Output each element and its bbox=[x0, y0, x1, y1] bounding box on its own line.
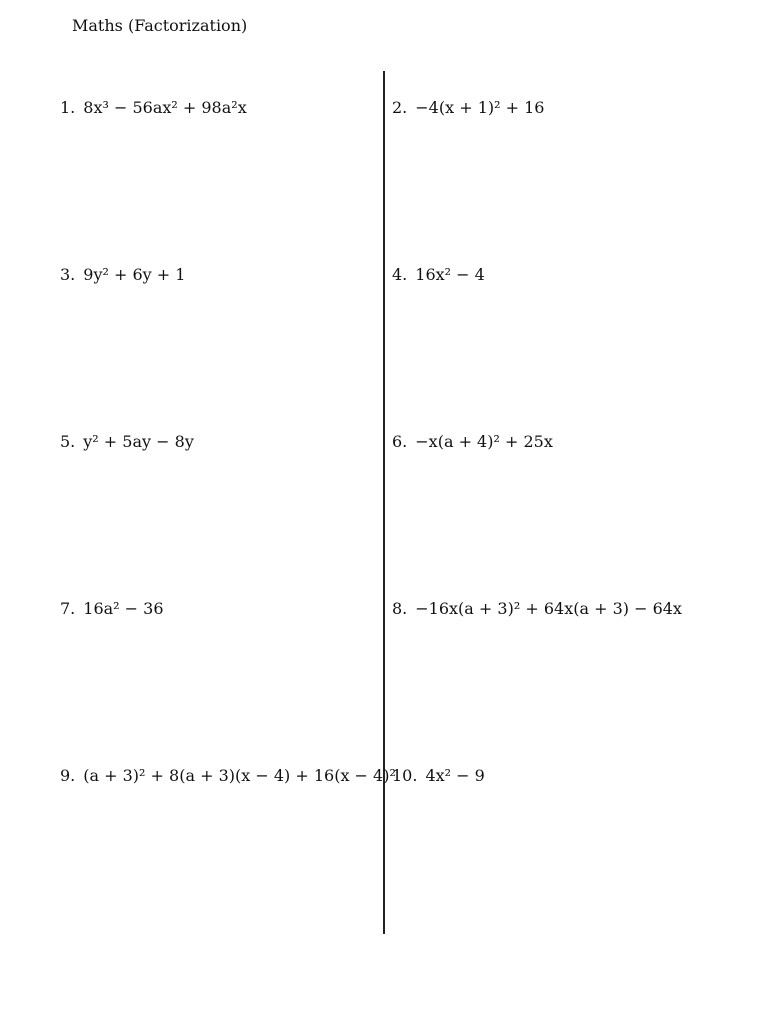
column-divider bbox=[383, 71, 385, 934]
problem-2 bbox=[392, 98, 544, 118]
problem-number: 3. bbox=[60, 265, 76, 284]
problem-6 bbox=[392, 432, 553, 452]
problem-expression: 8x³ − 56ax² + 98a²x bbox=[83, 98, 247, 117]
problem-number: 1. bbox=[60, 98, 76, 117]
problem-1 bbox=[60, 98, 247, 118]
problem-expression: 9y² + 6y + 1 bbox=[83, 265, 186, 284]
problem-expression: y² + 5ay − 8y bbox=[83, 432, 194, 451]
problem-8 bbox=[392, 599, 682, 619]
problem-number: 9. bbox=[60, 766, 76, 785]
problem-9 bbox=[60, 766, 396, 786]
problem-number: 7. bbox=[60, 599, 76, 618]
problem-7 bbox=[60, 599, 164, 619]
problem-expression: 16a² − 36 bbox=[83, 599, 164, 618]
problem-5 bbox=[60, 432, 194, 452]
problem-10 bbox=[392, 766, 485, 786]
problem-number: 6. bbox=[392, 432, 408, 451]
problem-3 bbox=[60, 265, 185, 285]
problem-number: 4. bbox=[392, 265, 408, 284]
problem-expression: −16x(a + 3)² + 64x(a + 3) − 64x bbox=[415, 599, 682, 618]
problem-number: 2. bbox=[392, 98, 408, 117]
page-title: Maths (Factorization) bbox=[72, 16, 248, 35]
problem-expression: 4x² − 9 bbox=[425, 766, 485, 785]
problem-expression: (a + 3)² + 8(a + 3)(x − 4) + 16(x − 4)² bbox=[83, 766, 396, 785]
problem-expression: 16x² − 4 bbox=[415, 265, 485, 284]
problem-number: 8. bbox=[392, 599, 408, 618]
problem-4 bbox=[392, 265, 485, 285]
problem-expression: −x(a + 4)² + 25x bbox=[415, 432, 553, 451]
problem-number: 5. bbox=[60, 432, 76, 451]
problem-expression: −4(x + 1)² + 16 bbox=[415, 98, 545, 117]
problem-number: 10. bbox=[392, 766, 418, 785]
